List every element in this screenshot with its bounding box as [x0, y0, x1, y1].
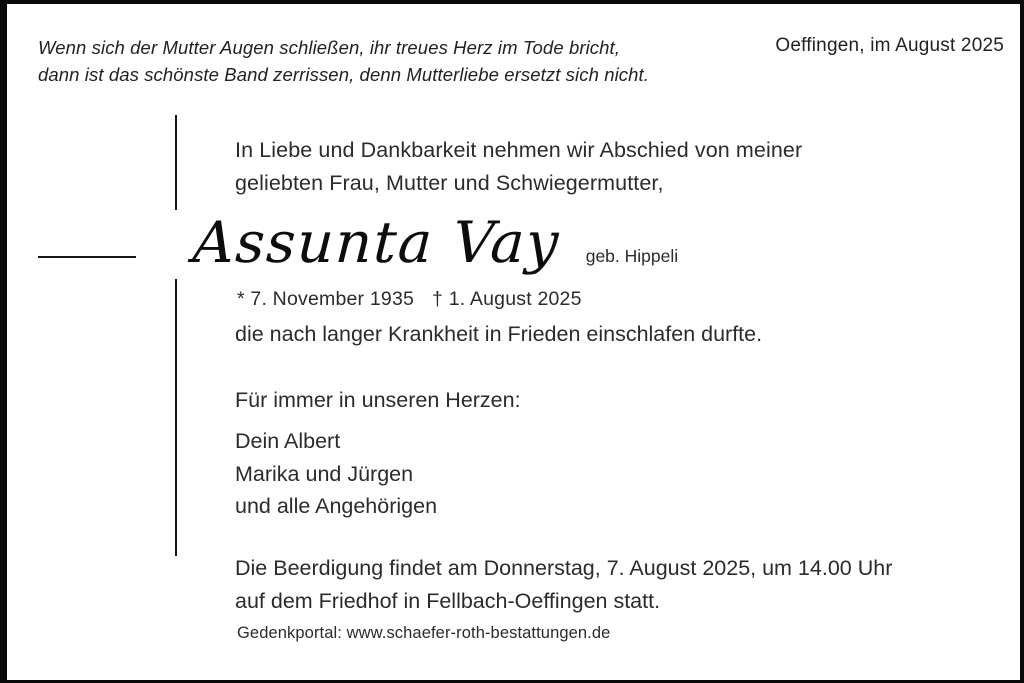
epigraph-line-2: dann ist das schönste Band zerrissen, denn Mutterliebe ersetzt sich nicht.: [38, 64, 650, 85]
epigraph-line-1: Wenn sich der Mutter Augen schließen, ihr treues Herz im Tode bricht,: [38, 37, 621, 58]
life-dates: [237, 288, 582, 311]
mourners-list: [235, 425, 437, 523]
mourner-line-1: Dein Albert: [235, 429, 341, 453]
death-date: † 1. August 2025: [432, 288, 582, 310]
intro-line-1: In Liebe und Dankbarkeit nehmen wir Abschied von meiner: [235, 138, 803, 162]
birth-date: * 7. November 1935: [237, 288, 415, 310]
remembrance-text: Für immer in unseren Herzen:: [235, 388, 521, 412]
circumstance-text: die nach langer Krankheit in Frieden einschlafen durfte.: [235, 322, 763, 346]
epigraph: [38, 34, 649, 88]
maiden-name: geb. Hippeli: [585, 246, 679, 266]
funeral-line-1: Die Beerdigung findet am Donnerstag, 7. August 2025, um 14.00 Uhr: [235, 556, 893, 580]
funeral-info: [235, 552, 892, 618]
decorative-vertical-rule-top: [175, 115, 177, 210]
funeral-line-2: auf dem Friedhof in Fellbach-Oeffingen statt.: [235, 589, 661, 613]
deceased-name-row: [193, 210, 678, 276]
memorial-portal-text: Gedenkportal: www.schaefer-roth-bestattungen.de: [237, 624, 611, 642]
mourner-line-2: Marika und Jürgen: [235, 461, 414, 486]
mourner-line-3: und alle Angehörigen: [235, 494, 438, 518]
dateline: Oeffingen, im August 2025: [775, 35, 1004, 56]
intro-line-2: geliebten Frau, Mutter und Schwiegermutter,: [235, 170, 664, 195]
intro-text: [235, 134, 802, 199]
obituary-card: [7, 4, 1020, 680]
deceased-name: Assunta Vay: [191, 210, 562, 276]
decorative-horizontal-rule: [38, 256, 136, 258]
decorative-vertical-rule-bottom: [175, 279, 177, 556]
